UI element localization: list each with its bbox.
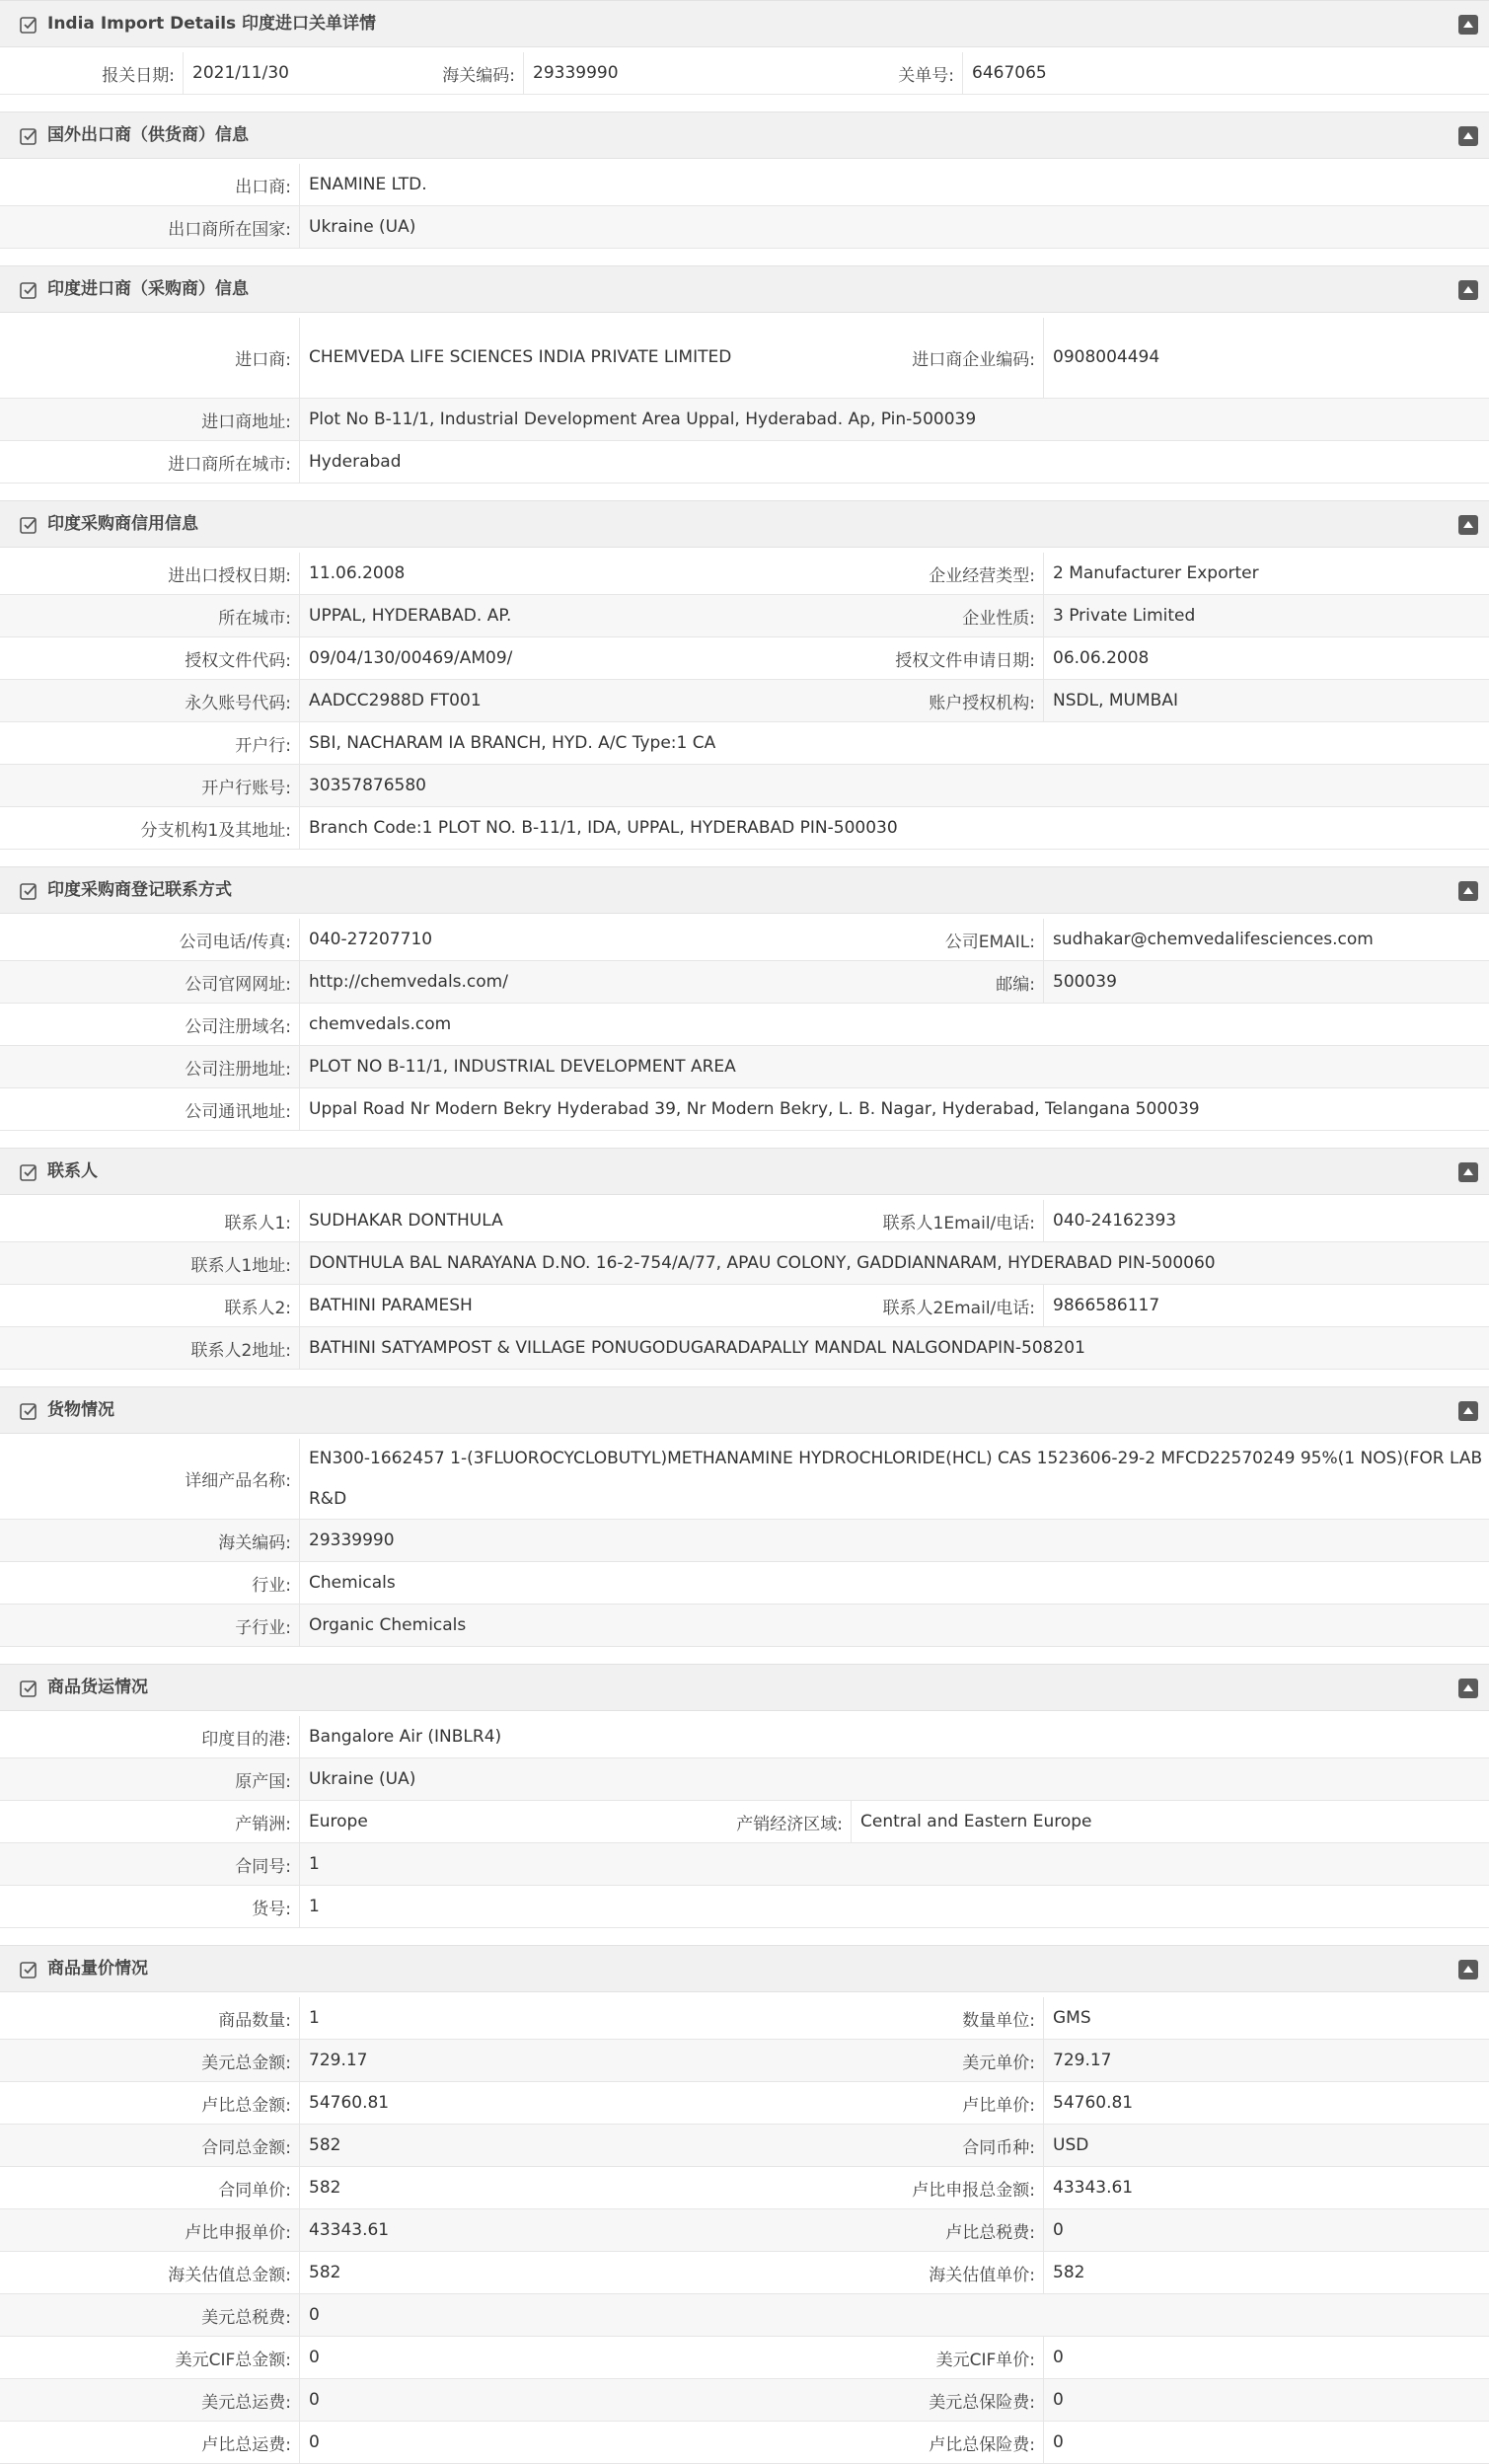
field-label: 卢比申报总金额: [912,2180,1035,2201]
detail-row [0,1439,1489,1520]
field-label: 卢比申报单价: [185,2222,291,2243]
detail-row [0,2125,1489,2167]
field-label: 联系人1: [224,1213,291,1233]
field-label: 详细产品名称: [185,1471,291,1491]
checklist-icon [19,1162,38,1182]
section-header [0,1945,1489,1992]
field-value: 1 [299,1886,1489,1927]
field-label: 合同单价: [218,2180,291,2201]
detail-row [0,961,1489,1004]
field-value: 0 [1043,2337,1489,2378]
field-label: 海关编码: [442,65,515,86]
field-value: 0 [299,2379,745,2421]
section-indian-importer [0,265,1489,500]
field-label: 美元总税费: [201,2307,291,2328]
section-header [0,265,1489,313]
field-label: 分支机构1及其地址: [140,820,291,841]
detail-row [0,1200,1489,1242]
section-foreign-exporter [0,112,1489,265]
field-label: 账户授权机构: [929,693,1035,713]
field-label: 卢比总税费: [945,2222,1035,2243]
field-label: 公司电话/传真: [179,932,291,952]
detail-row [0,399,1489,441]
field-value: SUDHAKAR DONTHULA [299,1200,745,1241]
detail-row [0,1327,1489,1370]
field-value: ENAMINE LTD. [299,164,1489,205]
field-label: 数量单位: [962,2010,1035,2031]
section-header [0,1386,1489,1434]
field-value: NSDL, MUMBAI [1043,680,1489,721]
field-label: 货号: [252,1899,291,1919]
field-value: 1 [299,1997,745,2039]
field-label: 联系人1地址: [190,1255,291,1276]
checklist-icon [19,1679,38,1698]
field-label: 海关估值总金额: [168,2265,291,2285]
field-label: 企业经营类型: [929,565,1035,586]
section-quantity-price [0,1945,1489,2464]
field-label: 美元总保险费: [929,2392,1035,2413]
detail-row [0,2252,1489,2294]
detail-row [0,553,1489,595]
field-label: 行业: [252,1575,291,1596]
section-buyer-credit [0,500,1489,866]
field-label: 进口商: [235,350,291,370]
field-label: 出口商: [235,177,291,197]
detail-row [0,2422,1489,2464]
field-value: 500039 [1043,961,1489,1003]
field-value: PLOT NO B-11/1, INDUSTRIAL DEVELOPMENT AREA [299,1046,1489,1087]
field-label: 美元总金额: [201,2053,291,2073]
field-label: 合同币种: [962,2137,1035,2158]
section-header [0,1664,1489,1711]
collapse-toggle-icon[interactable] [1458,1401,1478,1421]
checklist-icon [19,881,38,901]
detail-row [0,2209,1489,2252]
field-value: BATHINI SATYAMPOST & VILLAGE PONUGODUGARADAPALLY MANDAL NALGONDAPIN-508201 [299,1327,1489,1369]
field-value: UPPAL, HYDERABAD. AP. [299,595,745,636]
field-value: 729.17 [1043,2040,1489,2081]
detail-row [0,206,1489,249]
field-label: 产销洲: [235,1814,291,1834]
field-label: 企业性质: [962,608,1035,629]
field-value: 0 [299,2422,745,2463]
field-label: 公司注册域名: [185,1016,291,1037]
detail-row [0,1758,1489,1801]
field-value: Ukraine (UA) [299,1758,1489,1800]
field-label: 卢比总保险费: [929,2434,1035,2455]
detail-row [0,2082,1489,2125]
field-value: http://chemvedals.com/ [299,961,745,1003]
checklist-icon [19,280,38,300]
field-value: 2021/11/30 [183,52,375,94]
field-label: 商品数量: [218,2010,291,2031]
detail-row [0,1562,1489,1605]
checklist-icon [19,15,38,35]
field-value: 0 [299,2337,745,2378]
field-label: 进口商所在城市: [168,454,291,475]
field-label: 授权文件代码: [185,650,291,671]
field-value: 040-27207710 [299,919,745,960]
detail-row [0,680,1489,722]
detail-row [0,318,1489,399]
section-title: 商品量价情况 [47,1959,148,1979]
field-value: 0908004494 [1043,318,1489,398]
collapse-toggle-icon[interactable] [1458,1960,1478,1979]
checklist-icon [19,1401,38,1421]
field-value: 582 [299,2167,745,2208]
checklist-icon [19,1960,38,1979]
field-value: 30357876580 [299,765,1489,806]
detail-row [0,2294,1489,2337]
field-value: SBI, NACHARAM IA BRANCH, HYD. A/C Type:1 CA [299,722,1489,764]
field-value: Chemicals [299,1562,1489,1604]
field-value: chemvedals.com [299,1004,1489,1045]
detail-row [0,637,1489,680]
section-header [0,112,1489,159]
section-shipping [0,1664,1489,1945]
field-label: 美元单价: [962,2053,1035,2073]
field-value: 54760.81 [299,2082,745,2124]
field-label: 美元CIF单价: [935,2350,1035,2370]
field-label: 所在城市: [218,608,291,629]
collapse-toggle-icon[interactable] [1458,1162,1478,1182]
field-value: Uppal Road Nr Modern Bekry Hyderabad 39, Nr Modern Bekry, L. B. Nagar, Hyderabad, Telangana 500039 [299,1088,1489,1130]
field-value: sudhakar@chemvedalifesciences.com [1043,919,1489,960]
section-title: 印度进口商（采购商）信息 [47,279,249,299]
section-title: 国外出口商（供货商）信息 [47,125,249,145]
field-label: 开户行: [235,735,291,756]
section-title: India Import Details 印度进口关单详情 [47,14,377,34]
detail-row [0,2040,1489,2082]
field-label: 公司官网网址: [185,974,291,995]
detail-row [0,2379,1489,2422]
field-value: Hyderabad [299,441,1489,483]
field-value: 09/04/130/00469/AM09/ [299,637,745,679]
detail-row [0,2337,1489,2379]
collapse-toggle-icon[interactable] [1458,881,1478,901]
field-value: Plot No B-11/1, Industrial Development Area Uppal, Hyderabad. Ap, Pin-500039 [299,399,1489,440]
field-value: 43343.61 [299,2209,745,2251]
section-header [0,866,1489,914]
section-header [0,0,1489,47]
field-value: EN300-1662457 1-(3FLUOROCYCLOBUTYL)METHANAMINE HYDROCHLORIDE(HCL) CAS 1523606-29-2 MFCD22570249 95%(1 NOS)(FOR LAB R&D [299,1439,1489,1519]
field-label: 进口商企业编码: [912,350,1035,370]
field-value: 2 Manufacturer Exporter [1043,553,1489,594]
detail-row [0,1242,1489,1285]
detail-row [0,2167,1489,2209]
field-value: 29339990 [523,52,745,94]
field-value: 582 [299,2125,745,2166]
detail-row [0,722,1489,765]
field-value: 54760.81 [1043,2082,1489,2124]
field-value: 582 [1043,2252,1489,2293]
collapse-toggle-icon[interactable] [1458,515,1478,535]
field-label: 产销经济区域: [736,1814,843,1834]
field-label: 进口商地址: [201,411,291,432]
detail-row [0,1285,1489,1327]
field-value: 040-24162393 [1043,1200,1489,1241]
detail-row [0,52,1489,95]
field-value: 43343.61 [1043,2167,1489,2208]
field-value: Organic Chemicals [299,1605,1489,1646]
field-label: 联系人2地址: [190,1340,291,1361]
collapse-toggle-icon[interactable] [1458,15,1478,35]
field-label: 永久账号代码: [185,693,291,713]
detail-row [0,1088,1489,1131]
section-title: 商品货运情况 [47,1678,148,1697]
field-value: 582 [299,2252,745,2293]
section-header [0,1148,1489,1195]
field-label: 美元总运费: [201,2392,291,2413]
detail-row [0,1520,1489,1562]
detail-row [0,1046,1489,1088]
field-label: 合同总金额: [201,2137,291,2158]
field-label: 印度目的港: [201,1729,291,1750]
checklist-icon [19,126,38,146]
field-label: 联系人2Email/电话: [882,1298,1035,1318]
field-label: 关单号: [898,65,954,86]
collapse-toggle-icon[interactable] [1458,280,1478,300]
section-goods [0,1386,1489,1664]
field-value: 0 [1043,2209,1489,2251]
detail-row [0,1716,1489,1758]
detail-row [0,1843,1489,1886]
field-value: 29339990 [299,1520,1489,1561]
detail-row [0,919,1489,961]
field-label: 开户行账号: [201,778,291,798]
field-label: 海关估值单价: [929,2265,1035,2285]
detail-row [0,807,1489,850]
field-label: 授权文件申请日期: [895,650,1035,671]
field-label: 子行业: [235,1617,291,1638]
checklist-icon [19,515,38,535]
field-value: AADCC2988D FT001 [299,680,745,721]
field-value: Europe [299,1801,484,1842]
detail-row [0,1801,1489,1843]
field-label: 卢比总运费: [201,2434,291,2455]
field-label: 出口商所在国家: [168,219,291,240]
detail-row [0,164,1489,206]
detail-row [0,441,1489,484]
field-label: 公司EMAIL: [944,932,1035,952]
field-value: BATHINI PARAMESH [299,1285,745,1326]
field-value: 0 [1043,2422,1489,2463]
section-title: 印度采购商登记联系方式 [47,880,232,900]
field-value: Branch Code:1 PLOT NO. B-11/1, IDA, UPPAL, HYDERABAD PIN-500030 [299,807,1489,849]
field-label: 原产国: [235,1771,291,1792]
section-header [0,500,1489,548]
field-label: 邮编: [996,974,1035,995]
field-label: 卢比总金额: [201,2095,291,2116]
detail-row [0,765,1489,807]
field-label: 报关日期: [102,65,175,86]
field-value: 1 [299,1843,1489,1885]
section-contacts [0,1148,1489,1386]
detail-row [0,595,1489,637]
field-label: 海关编码: [218,1532,291,1553]
field-value: GMS [1043,1997,1489,2039]
field-value: DONTHULA BAL NARAYANA D.NO. 16-2-754/A/77, APAU COLONY, GADDIANNARAM, HYDERABAD PIN-500060 [299,1242,1489,1284]
collapse-toggle-icon[interactable] [1458,126,1478,146]
detail-row [0,1004,1489,1046]
field-value: USD [1043,2125,1489,2166]
field-label: 卢比单价: [962,2095,1035,2116]
detail-row [0,1886,1489,1928]
section-india-import-details [0,0,1489,112]
field-value: 0 [1043,2379,1489,2421]
field-label: 美元CIF总金额: [175,2350,291,2370]
field-label: 进出口授权日期: [168,565,291,586]
field-value: 3 Private Limited [1043,595,1489,636]
field-label: 公司通讯地址: [185,1101,291,1122]
field-value: 729.17 [299,2040,745,2081]
field-label: 合同号: [235,1856,291,1877]
field-label: 联系人1Email/电话: [882,1213,1035,1233]
collapse-toggle-icon[interactable] [1458,1679,1478,1698]
field-value: 06.06.2008 [1043,637,1489,679]
section-title: 印度采购商信用信息 [47,514,198,534]
field-value: 0 [299,2294,1489,2336]
field-value: 11.06.2008 [299,553,745,594]
field-value: 6467065 [962,52,1489,94]
section-title: 联系人 [47,1161,98,1181]
section-buyer-contact [0,866,1489,1148]
field-value: 9866586117 [1043,1285,1489,1326]
detail-row [0,1605,1489,1647]
section-title: 货物情况 [47,1400,114,1420]
detail-row [0,1997,1489,2040]
field-label: 公司注册地址: [185,1059,291,1080]
field-value: Bangalore Air (INBLR4) [299,1716,1489,1757]
field-label: 联系人2: [224,1298,291,1318]
field-value: Ukraine (UA) [299,206,1489,248]
field-value: CHEMVEDA LIFE SCIENCES INDIA PRIVATE LIMITED [299,318,745,398]
field-value: Central and Eastern Europe [851,1801,1489,1842]
